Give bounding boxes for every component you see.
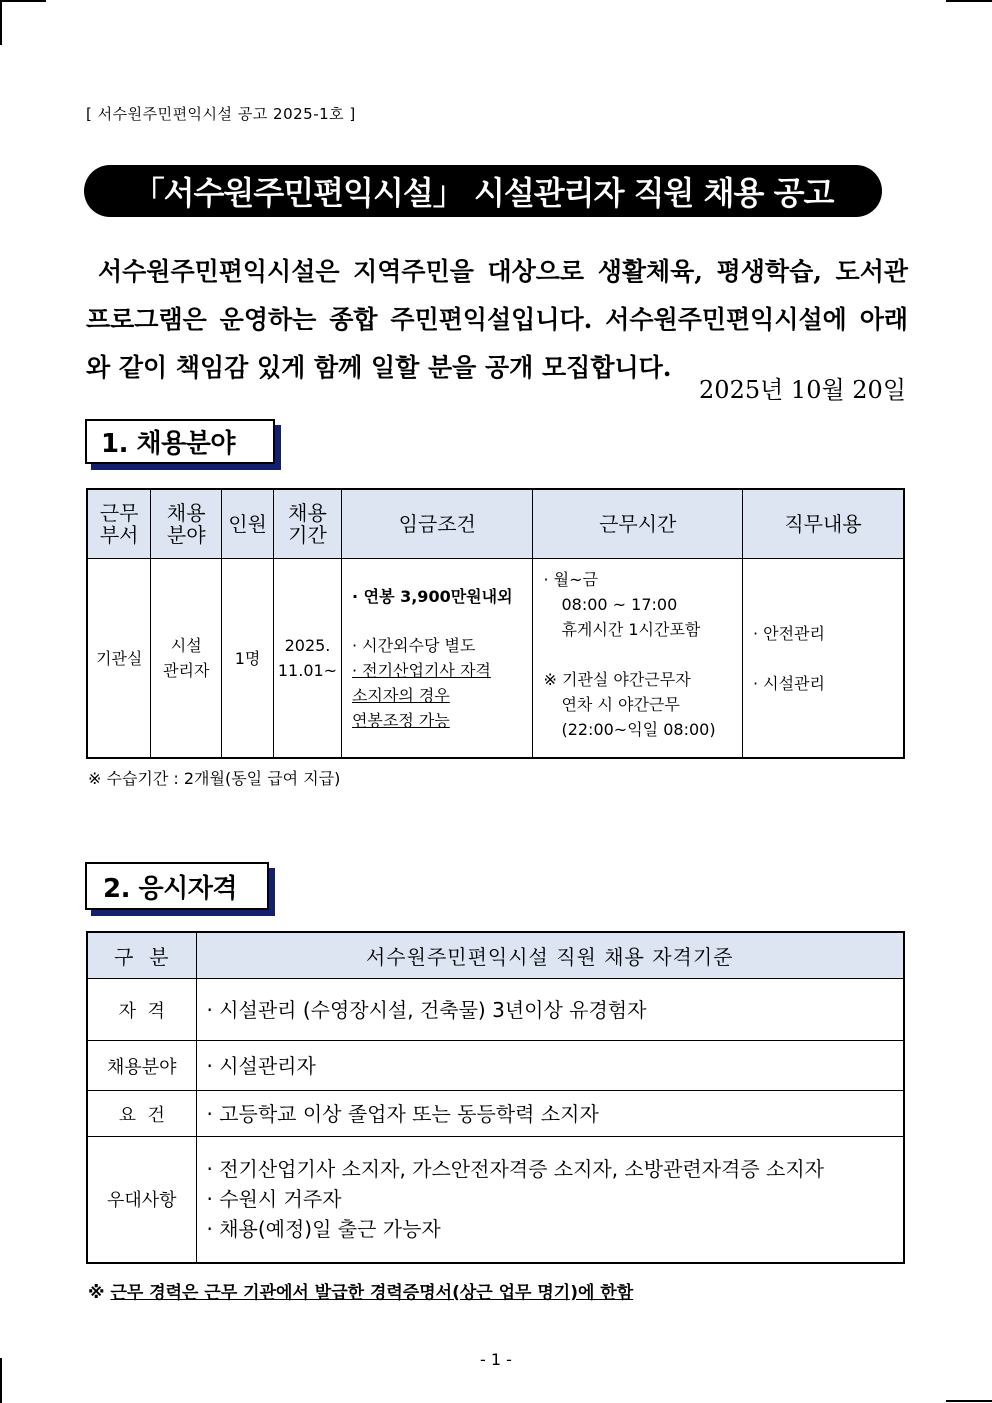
- wage-cert-1: · 전기산업기사 자격: [351, 660, 491, 680]
- table-row: [87, 1041, 904, 1091]
- hours-4: ※ 기관실 야간근무자: [543, 670, 691, 689]
- qualification-table: [86, 931, 905, 1264]
- header-dept: 근무 부서: [87, 489, 151, 559]
- wage-main: · 연봉 3,900만원내외: [351, 586, 513, 606]
- header-category: 구 분: [87, 932, 196, 979]
- hours-3: 휴게시간 1시간포함: [561, 620, 701, 639]
- row-label-field: 채용분야: [87, 1041, 196, 1091]
- cell-wage: [341, 559, 532, 759]
- table-row: [87, 1091, 904, 1137]
- row-value-field: · 시설관리자: [196, 1041, 904, 1091]
- recruitment-table: [86, 488, 905, 759]
- table-row: [87, 979, 904, 1041]
- crop-mark-top-right-h: [946, 0, 992, 2]
- cell-period: 2025. 11.01~: [274, 559, 342, 759]
- page-number: - 1 -: [480, 1350, 512, 1369]
- crop-mark-top-left-h: [0, 0, 46, 2]
- duty-2: · 시설관리: [753, 673, 825, 693]
- row-label-requirement: 요 건: [87, 1091, 196, 1137]
- row-value-qualification: · 시설관리 (수영장시설, 건축물) 3년이상 유경험자: [196, 979, 904, 1041]
- table-row: [87, 1137, 904, 1263]
- notice-date: 2025년 10월 20일: [699, 376, 906, 404]
- cell-count: 1명: [222, 559, 274, 759]
- header-field: 채용 분야: [151, 489, 222, 559]
- header-count: 인원: [222, 489, 274, 559]
- qualification-table-header: [87, 932, 904, 979]
- hours-5: 연차 시 야간근무: [561, 695, 680, 714]
- header-wage: 임금조건: [341, 489, 532, 559]
- header-criteria: 서수원주민편익시설 직원 채용 자격기준: [196, 932, 904, 979]
- wage-extra: · 시간외수당 별도: [351, 635, 476, 655]
- header-duty: 직무내용: [743, 489, 905, 559]
- row-label-preference: 우대사항: [87, 1137, 196, 1263]
- section-heading-2: 2. 응시자격: [85, 862, 269, 910]
- career-note: [88, 1278, 633, 1303]
- row-value-preference: · 전기산업기사 소지자, 가스안전자격증 소지자, 소방관련자격증 소지자 · 수원시 거주자 · 채용(예정)일 출근 가능자: [196, 1137, 904, 1263]
- duty-1: · 안전관리: [753, 623, 825, 643]
- cell-field: 시설 관리자: [151, 559, 222, 759]
- recruitment-table-header: [87, 489, 904, 559]
- intro-text: 서수원주민편익시설은 지역주민을 대상으로 생활체육, 평생학습, 도서관 프로그램은 운영하는 종합 주민편익설입니다. 서수원주민편익시설에 아래와 같이 책임감 있게 함께 일할 분을 공개 모집합니다.: [86, 257, 908, 382]
- wage-cert-3: 연봉조정 가능: [351, 710, 450, 730]
- career-note-text: 근무 경력은 근무 기관에서 발급한 경력증명서(상근 업무 명기)에 한함: [110, 1283, 634, 1303]
- crop-mark-top-left-v: [0, 0, 2, 45]
- cell-duty: [743, 559, 905, 759]
- career-note-mark: ※: [88, 1283, 105, 1303]
- row-label-qualification: 자 격: [87, 979, 196, 1041]
- header-period: 채용 기간: [274, 489, 342, 559]
- table-row: [87, 559, 904, 759]
- header-hours: 근무시간: [533, 489, 743, 559]
- notice-number: [ 서수원주민편익시설 공고 2025-1호 ]: [86, 105, 356, 123]
- page-title: [84, 165, 882, 217]
- page-title-text: 「서수원주민편익시설」 시설관리자 직원 채용 공고: [132, 174, 834, 212]
- row-value-requirement: · 고등학교 이상 졸업자 또는 동등학력 소지자: [196, 1091, 904, 1137]
- hours-6: (22:00~익일 08:00): [561, 720, 716, 739]
- hours-2: 08:00 ~ 17:00: [561, 595, 678, 614]
- section-heading-1: 1. 채용분야: [85, 419, 275, 464]
- hours-1: · 월~금: [543, 570, 598, 589]
- crop-mark-bottom-right-h: [946, 1400, 992, 1402]
- probation-note: ※ 수습기간 : 2개월(동일 급여 지급): [88, 769, 341, 788]
- cell-dept: 기관실: [87, 559, 151, 759]
- wage-cert-2: 소지자의 경우: [351, 685, 450, 705]
- cell-hours: [533, 559, 743, 759]
